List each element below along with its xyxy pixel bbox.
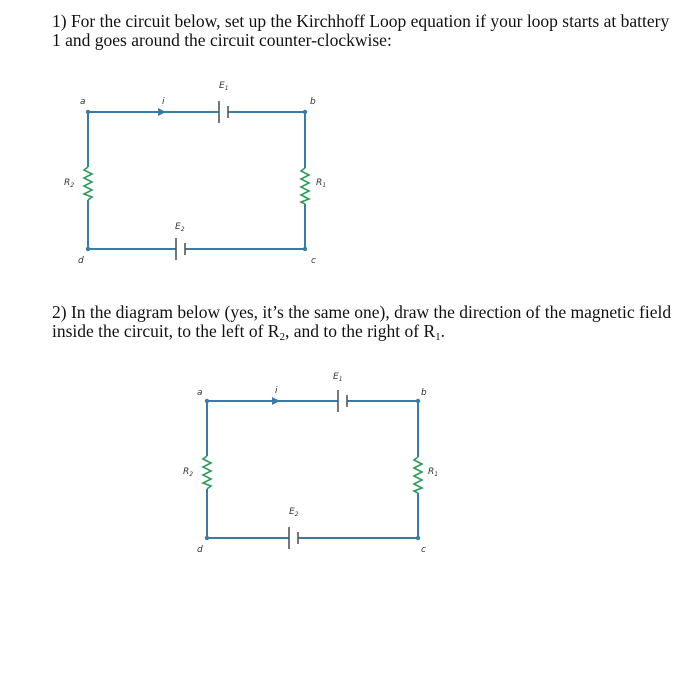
label-e2: $E_2$ [175,222,185,233]
label-d: d [78,256,84,266]
label-e1: $E_1$ [219,81,229,92]
resistor-r1 [414,457,422,493]
question-2-line-2: inside the circuit, to the left of $R_2$, and to the right of $R_1$. [52,321,446,343]
node-a [205,399,209,403]
current-arrow [158,108,166,116]
node-c [416,536,420,540]
label-e2: $E_2$ [289,507,299,518]
label-current-i: i [162,97,165,107]
node-a [86,110,90,114]
node-b [416,399,420,403]
label-a: a [80,97,86,107]
node-d [86,247,90,251]
label-c: c [311,256,316,266]
node-d [205,536,209,540]
question-2-line-1: 2) In the diagram below (yes, it’s the same one), draw the direction of the magnetic field [52,302,672,322]
circuit-diagram-2 [183,372,438,555]
label-b: b [310,97,316,107]
label-r1: $R_1$ [428,467,439,478]
label-r2: $R_2$ [183,467,194,478]
wire-top-right [347,401,418,457]
question-1-line-1: 1) For the circuit below, set up the Kirchhoff Loop equation if your loop starts at battery [52,11,670,31]
label-r1: $R_1$ [316,178,327,189]
wire-right-lower [185,204,305,249]
label-b: b [421,388,427,398]
label-r2: $R_2$ [64,178,75,189]
wire-top-right [228,112,305,168]
resistor-r1 [301,168,309,204]
label-current-i: i [275,386,278,396]
node-c [303,247,307,251]
label-d: d [197,545,203,555]
label-e1: $E_1$ [333,372,343,383]
wire-bottom-left [88,200,176,249]
question-1-line-2: 1 and goes around the circuit counter-clockwise: [52,30,392,50]
node-b [303,110,307,114]
circuit-diagram-1 [64,81,326,266]
resistor-r2 [203,456,211,489]
resistor-r2 [84,167,92,200]
wire-bottom-left [207,489,289,538]
current-arrow [272,397,280,405]
wire-right-lower [298,493,418,538]
label-c: c [421,545,426,555]
label-a: a [197,388,203,398]
